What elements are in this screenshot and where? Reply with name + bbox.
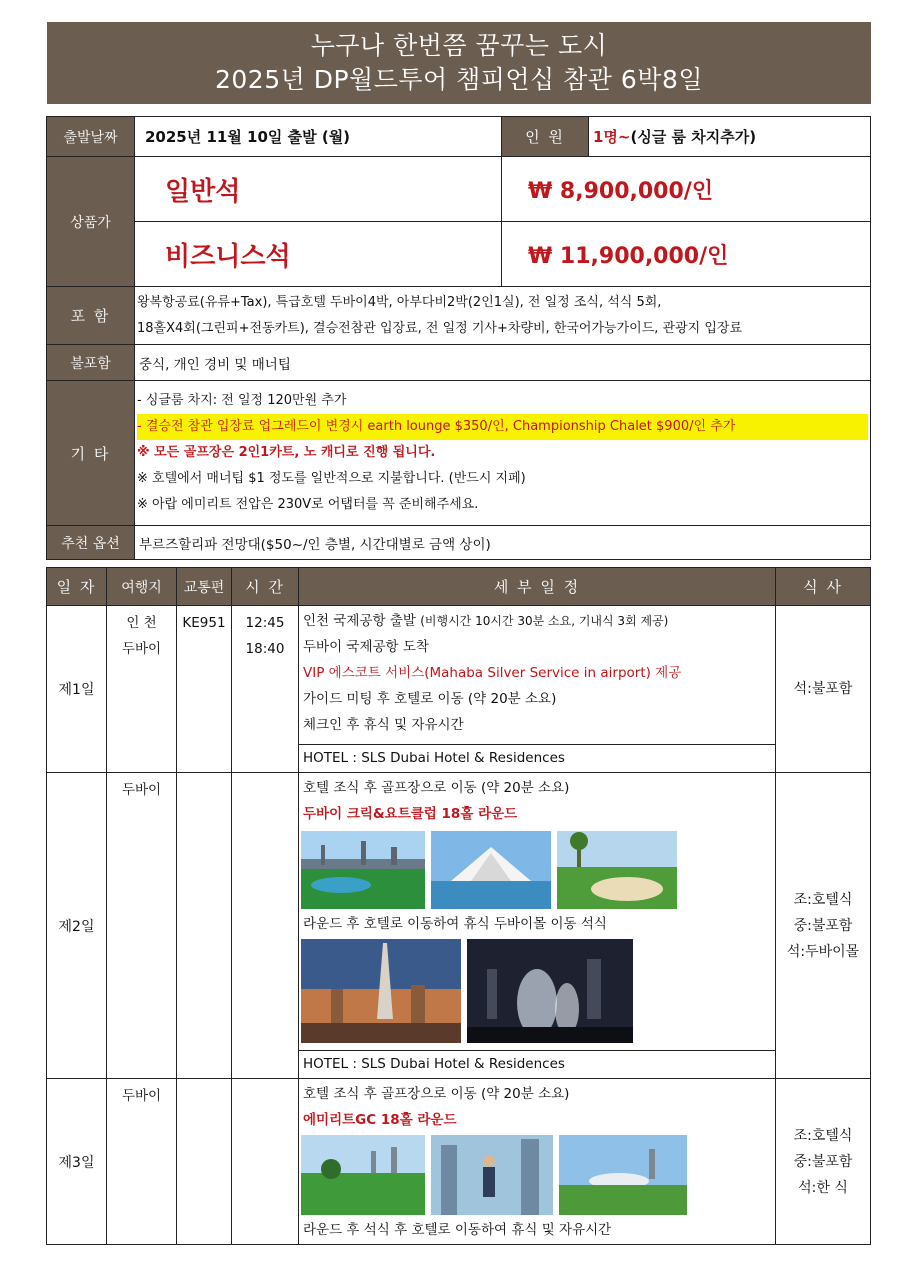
day1-place-from: 인 천 [126,615,157,631]
day2-hotel: HOTEL : SLS Dubai Hotel & Residences [299,1050,775,1078]
day1-transport: KE951 [177,606,232,773]
schedule-header [47,568,871,606]
day1-line-4: 가이드 미팅 후 호텔로 이동 (약 20분 소요) [303,691,557,707]
etc-label: 기 타 [47,381,135,526]
economy-price: ₩ 8,900,000/인 [502,157,871,222]
header-meal: 식 사 [776,568,871,606]
day1-detail [299,606,776,773]
include-line-2: 18홀X4회(그린피+전동카트), 결승전참관 입장료, 전 일정 기사+차량비, 한국어가능가이드, 관광지 입장료 [137,320,742,336]
etc-line-1: - 싱글룸 차지: 전 일정 120만원 추가 [137,393,347,408]
people-label: 인 원 [502,117,589,157]
day1-line-1 [299,608,775,634]
emirates-gc-photo [301,1135,425,1215]
etc-notes [135,381,871,526]
day1-line-5: 체크인 후 휴식 및 자유시간 [303,717,464,733]
business-label: 비즈니스석 [135,222,502,287]
header-place: 여행지 [107,568,177,606]
golf-bunker-photo [557,831,677,909]
golfer-photo [431,1135,553,1215]
day1-line-1-sub: (비행시간 10시간 30분 소요, 기내식 3회 제공) [420,614,669,628]
creek-golf-photo [301,831,425,909]
day2-line-1: 호텔 조식 후 골프장으로 이동 (약 20분 소요) [303,780,570,796]
day1-time-arrive: 18:40 [245,641,285,657]
day2-transport [177,773,232,1079]
day1-place [107,606,177,773]
people-note: (싱글 룸 차지추가) [630,128,757,146]
include-line-1: 왕복항공료(유류+Tax), 특급호텔 두바이4박, 아부다비2박(2인1실), 전 일정 조식, 석식 5회, [137,294,662,310]
day2-line-2: 두바이 크릭&요트클럽 18홀 라운드 [303,806,518,822]
exclude-label: 불포함 [47,345,135,381]
yacht-club-photo [431,831,551,909]
header-transport: 교통편 [177,568,232,606]
depart-label: 출발날짜 [47,117,135,157]
title-banner [47,22,871,104]
etc-line-4: ※ 호텔에서 매너팁 $1 정도를 일반적으로 지불합니다. (반드시 지페) [137,471,526,486]
day3-transport [177,1079,232,1245]
day1-hotel: HOTEL : SLS Dubai Hotel & Residences [299,744,775,772]
header-time: 시 간 [232,568,299,606]
banner-line-1: 누구나 한번쯤 꿈꾸는 도시 [310,31,608,60]
people-value [589,117,871,157]
day1-label: 제1일 [47,606,107,773]
option-value: 부르즈할리파 전망대($50~/인 층별, 시간대별로 금액 상이) [135,526,871,560]
day3-meal-dinner: 석:한 식 [798,1179,848,1196]
banner-line-2: 2025년 DP월드투어 챔피언십 참관 6박8일 [215,65,703,94]
option-label: 추천 옵션 [47,526,135,560]
day1-row [47,606,871,773]
day2-detail [299,773,776,1079]
day1-line-1-main: 인천 국제공항 출발 [303,613,416,629]
business-price: ₩ 11,900,000/인 [502,222,871,287]
dubai-fountain-photo [467,939,633,1043]
day2-meal-dinner: 석:두바이몰 [786,943,860,960]
clubhouse-photo [559,1135,687,1215]
people-min: 1명~ [593,128,631,146]
day2-row [47,773,871,1079]
downtown-dubai-photo [301,939,461,1043]
day2-photo-row-1 [299,827,775,911]
header-day: 일 자 [47,568,107,606]
day2-meal-lunch: 중:불포함 [793,917,853,934]
day3-meal [776,1079,871,1245]
day3-line-1: 호텔 조식 후 골프장으로 이동 (약 20분 소요) [303,1086,570,1102]
price-label: 상품가 [47,157,135,287]
exclude-value: 중식, 개인 경비 및 매너팁 [135,345,871,381]
depart-date: 2025년 11월 10일 출발 (월) [135,117,502,157]
info-table [46,116,871,560]
day1-place-to: 두바이 [121,641,162,657]
day3-detail [299,1079,776,1245]
day3-line-3: 라운드 후 석식 후 호텔로 이동하여 휴식 및 자유시간 [303,1222,612,1238]
day2-time [232,773,299,1079]
include-label: 포 함 [47,287,135,345]
day2-photo-row-2 [299,937,775,1045]
include-value [135,287,871,345]
header-detail: 세 부 일 정 [299,568,776,606]
day3-time [232,1079,299,1245]
day2-label: 제2일 [47,773,107,1079]
day3-place: 두바이 [107,1079,177,1245]
day3-line-2: 에미리트GC 18홀 라운드 [303,1112,457,1128]
day1-line-2: 두바이 국제공항 도착 [303,639,429,655]
day3-label: 제3일 [47,1079,107,1245]
day1-time-depart: 12:45 [245,615,285,631]
day2-place: 두바이 [107,773,177,1079]
day1-time [232,606,299,773]
day2-line-3: 라운드 후 호텔로 이동하여 휴식 두바이몰 이동 석식 [303,916,607,932]
day3-row [47,1079,871,1245]
etc-line-2: - 결승전 참관 입장료 업그레드이 변경시 earth lounge $350/인, Championship Chalet $900/인 추가 [137,414,868,440]
etc-line-3: ※ 모든 골프장은 2인1카트, 노 캐디로 진행 됩니다. [137,445,436,460]
day3-meal-breakfast: 조:호텔식 [793,1127,853,1144]
etc-line-5: ※ 아랍 에미리트 전압은 230V로 어탭터를 꼭 준비해주세요. [137,497,479,512]
day1-line-3: VIP 에스코트 서비스(Mahaba Silver Service in airport) 제공 [303,665,682,681]
schedule-table [46,567,871,1245]
day1-meal: 석:불포함 [776,606,871,773]
day3-photo-row [299,1133,775,1217]
day2-meal-breakfast: 조:호텔식 [793,891,853,908]
day2-meal [776,773,871,1079]
economy-label: 일반석 [135,157,502,222]
day3-meal-lunch: 중:불포함 [793,1153,853,1170]
